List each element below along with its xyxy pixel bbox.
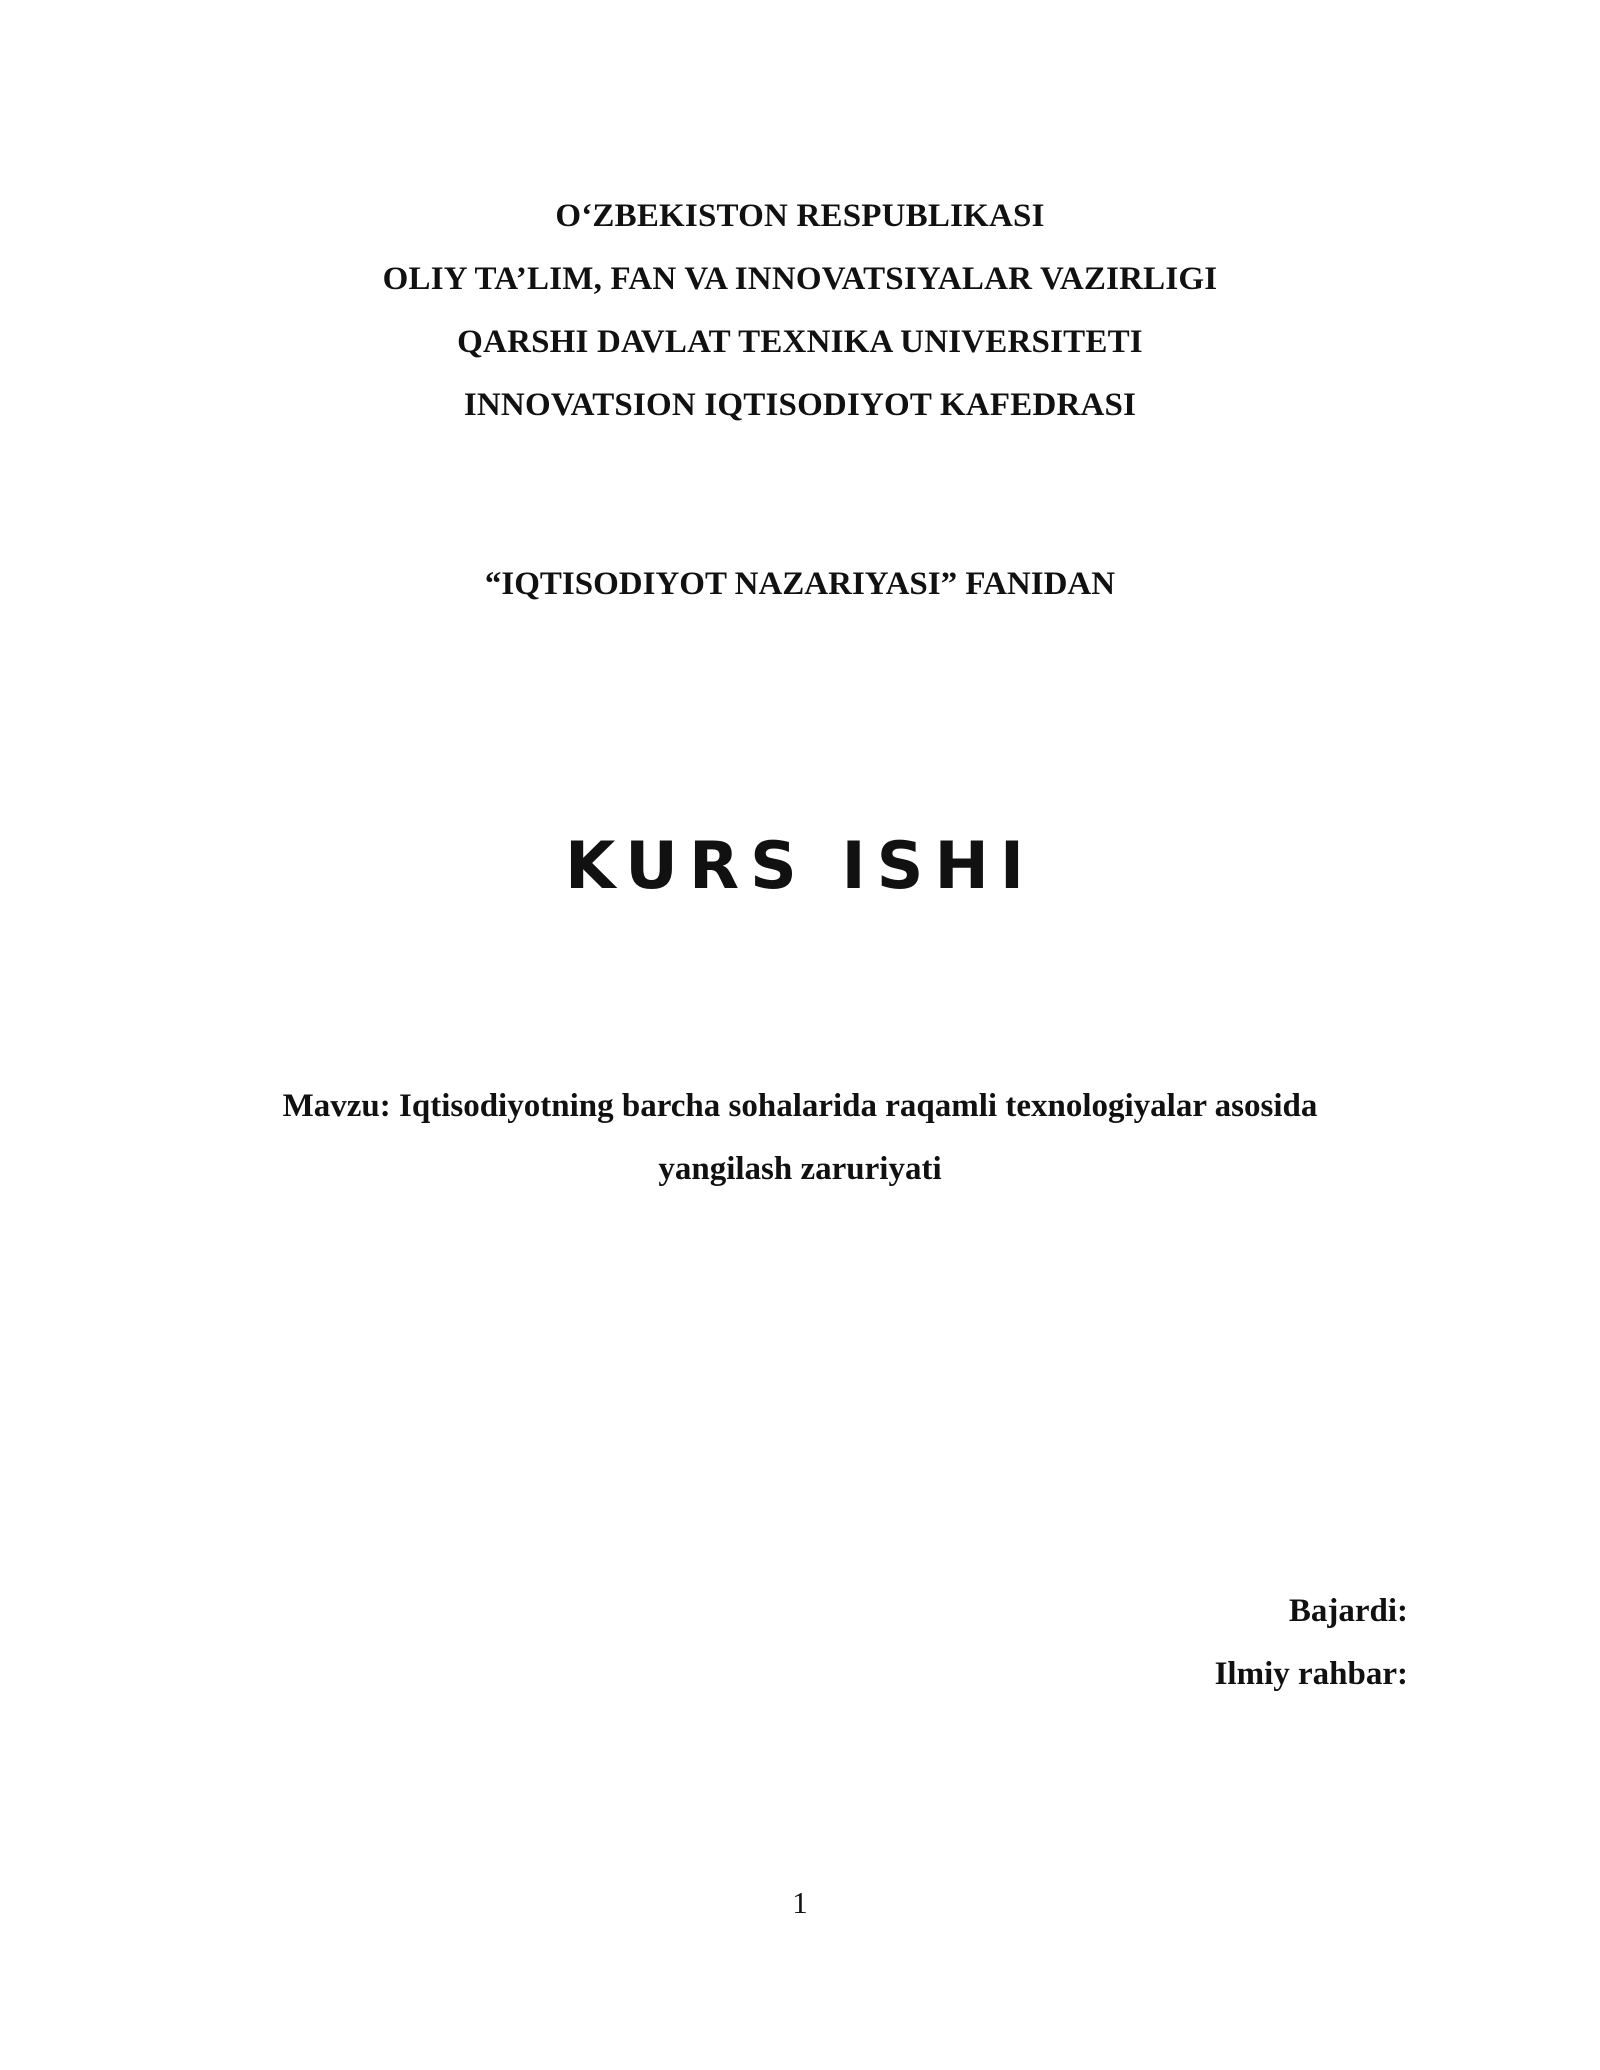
document-type-title: KURS ISHI	[564, 829, 1036, 904]
university-line: QARSHI DAVLAT TEXNIKA UNIVERSITETI	[457, 324, 1143, 360]
institution-header	[0, 185, 1600, 437]
performed-by-label: Bajardi:	[1288, 1593, 1408, 1629]
country-line: O‘ZBEKISTON RESPUBLIKASI	[555, 198, 1045, 234]
supervisor-label: Ilmiy rahbar:	[1214, 1656, 1408, 1692]
topic-block	[160, 1075, 1440, 1201]
ministry-line: OLIY TA’LIM, FAN VA INNOVATSIYALAR VAZIRLIGI	[382, 261, 1218, 297]
signature-block	[1215, 1580, 1408, 1706]
topic-line-1: Mavzu: Iqtisodiyotning barcha sohalarida raqamli texnologiyalar asosida	[282, 1088, 1318, 1124]
topic-line-2: yangilash zaruriyati	[658, 1151, 942, 1187]
page-number: 1	[792, 1885, 808, 1920]
department-line: INNOVATSION IQTISODIYOT KAFEDRASI	[463, 387, 1137, 423]
subject-title: “IQTISODIYOT NAZARIYASI” FANIDAN	[484, 566, 1116, 602]
